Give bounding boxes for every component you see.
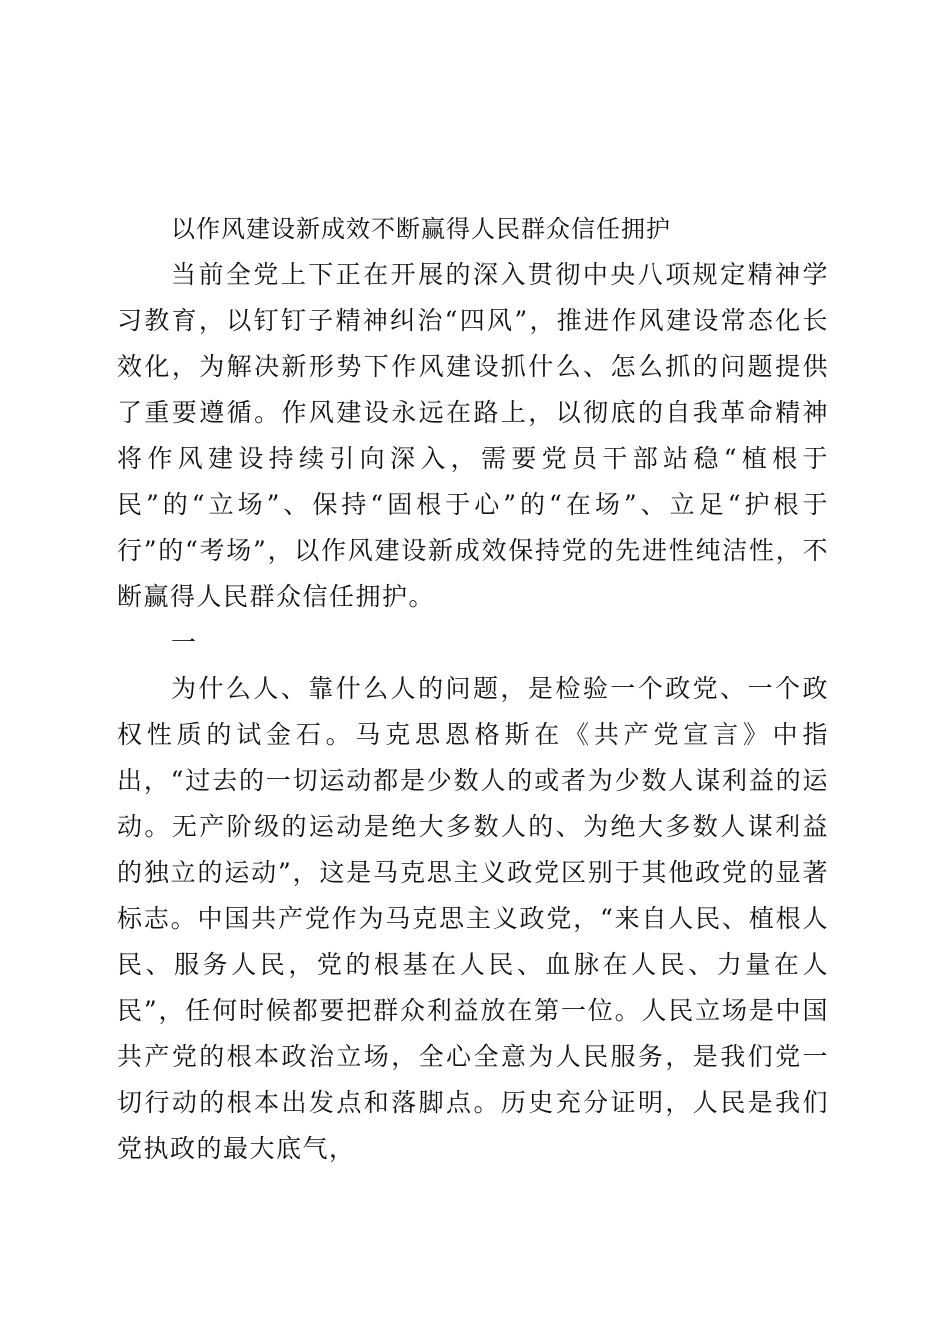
intro-paragraph: 当前全党上下正在开展的深入贯彻中央八项规定精神学习教育，以钉钉子精神纠治“四风”，推进作风建设常态化长效化，为解决新形势下作风建设抓什么、怎么抓的问题提供了重要遵循。作风建设永远在路上，以彻底的自我革命精神将作风建设持续引向深入，需要党员干部站稳“植根于民”的“立场”、保持“固根于心”的“在场”、立足“护根于行”的“考场”，以作风建设新成效保持党的先进性纯洁性，不断赢得人民群众信任拥护。 [117, 260, 829, 611]
section-number: 一 [171, 628, 197, 657]
section-paragraph: 为什么人、靠什么人的问题，是检验一个政党、一个政权性质的试金石。马克思恩格斯在《共产党宣言》中指出，“过去的一切运动都是少数人的或者为少数人谋利益的运动。无产阶级的运动是绝大多数人的、为绝大多数人谋利益的独立的运动”，这是马克思主义政党区别于其他政党的显著标志。中国共产党作为马克思主义政党，“来自人民、植根人民、服务人民，党的根基在人民、血脉在人民、力量在人民”，任何时候都要把群众利益放在第一位。人民立场是中国共产党的根本政治立场，全心全意为人民服务，是我们党一切行动的根本出发点和落脚点。历史充分证明，人民是我们党执政的最大底气， [117, 674, 829, 1163]
document-title: 以作风建设新成效不断赢得人民群众信任拥护 [171, 215, 671, 243]
document-body [117, 206, 829, 1172]
